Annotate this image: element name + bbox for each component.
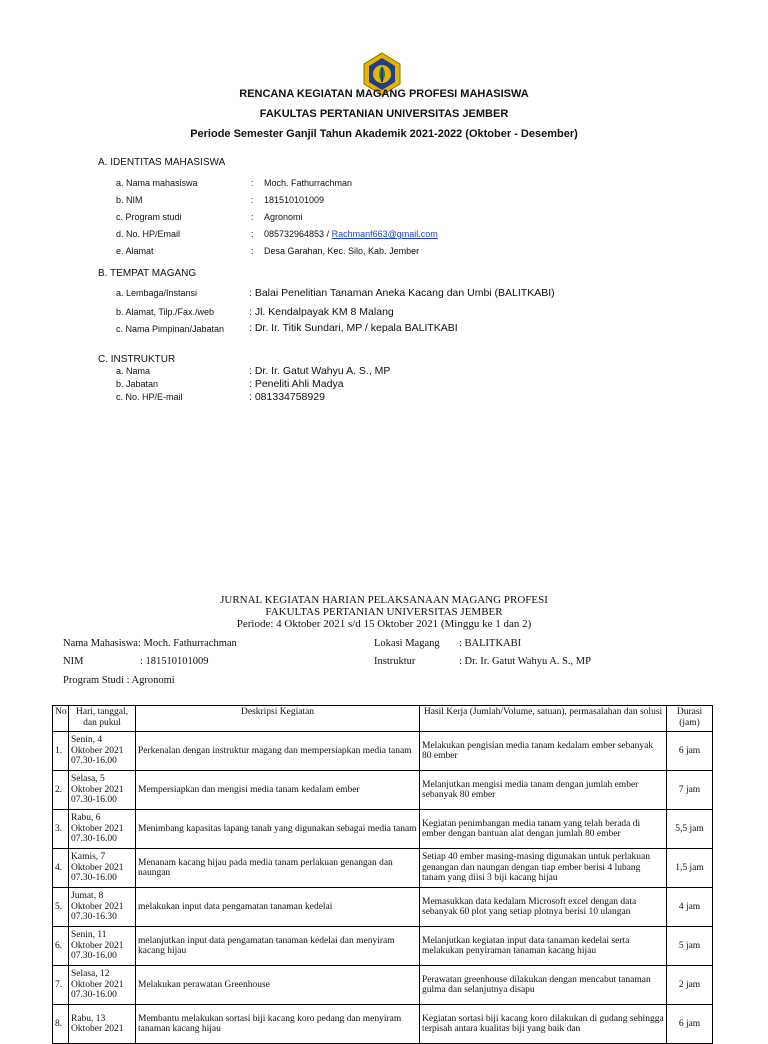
header-hasil: Hasil Kerja (Jumlah/Volume, satuan), permasalahan dan solusi: [420, 706, 667, 732]
section-identitas-title: A. IDENTITAS MAHASISWA: [98, 157, 226, 168]
row-no: 7.: [53, 966, 69, 1005]
table-row: [53, 966, 713, 1005]
row-durasi: 4 jam: [667, 888, 713, 927]
nim-label: b. NIM: [116, 195, 143, 205]
section-tempat-title: B. TEMPAT MAGANG: [98, 268, 197, 279]
row-durasi: 5 jam: [667, 927, 713, 966]
prodi-label: c. Program studi: [116, 212, 182, 222]
table-row: [53, 732, 713, 771]
pimpinan-label: c. Nama Pimpinan/Jabatan: [116, 324, 225, 334]
header-hari: Hari, tanggal, dan pukul: [69, 706, 136, 732]
jurnal-lokasi-value: : BALITKABI: [459, 638, 522, 649]
row-hasil: Kegiatan penimbangan media tanam yang telah berada di ember dengan bantuan alat dengan jumlah 80 ember: [420, 810, 667, 849]
header-deskripsi: Deskripsi Kegiatan: [136, 706, 420, 732]
row-hasil: Melanjutkan kegiatan input data tanaman kedelai serta melakukan penyiraman tanaman kacang hijau: [420, 927, 667, 966]
jurnal-nama-mahasiswa: Nama Mahasiswa: Moch. Fathurrachman: [63, 638, 237, 649]
table-row: [53, 888, 713, 927]
instruktur-nama-label: a. Nama: [116, 366, 151, 376]
row-durasi: 5,5 jam: [667, 810, 713, 849]
nama-colon: :: [251, 178, 254, 188]
row-no: 6.: [53, 927, 69, 966]
jurnal-nim-label: NIM: [63, 656, 84, 667]
hp-email-colon: :: [251, 229, 254, 239]
table-row: [53, 849, 713, 888]
row-deskripsi: melakukan input data pengamatan tanaman kedelai: [136, 888, 420, 927]
row-durasi: 2 jam: [667, 966, 713, 1005]
row-hasil: Setiap 40 ember masing-masing digunakan untuk perlakuan genangan dan naungan dengan tiap ember berisi 4 lubang tanam yang diisi 3 biji kacang hijau: [420, 849, 667, 888]
row-hasil: Memasukkan data kedalam Microsoft excel dengan data sebanyak 60 plot yang setiap plotnya berisi 10 ulangan: [420, 888, 667, 927]
row-no: 1.: [53, 732, 69, 771]
pimpinan-value: : Dr. Ir. Titik Sundari, MP / kepala BALITKABI: [249, 322, 458, 334]
alamat-tempat-value: : Jl. Kendalpayak KM 8 Malang: [249, 306, 394, 318]
lembaga-value: : Balai Penelitian Tanaman Aneka Kacang dan Umbi (BALITKABI): [249, 287, 555, 299]
jurnal-program-studi: Program Studi : Agronomi: [63, 675, 175, 686]
row-hasil: Kegiatan sortasi biji kacang koro dilakukan di gudang sehingga terpisah antara kualitas biji yang baik dan: [420, 1005, 667, 1044]
row-no: 4.: [53, 849, 69, 888]
jurnal-title: JURNAL KEGIATAN HARIAN PELAKSANAAN MAGANG PROFESI: [220, 594, 548, 606]
header-title: RENCANA KEGIATAN MAGANG PROFESI MAHASISWA: [239, 88, 529, 100]
row-deskripsi: Melakukan perawatan Greenhouse: [136, 966, 420, 1005]
table-header-row: [53, 706, 713, 732]
row-hari: Rabu, 13 Oktober 2021: [69, 1005, 136, 1044]
row-deskripsi: melanjutkan input data pengamatan tanaman kedelai dan menyiram kacang hijau: [136, 927, 420, 966]
prodi-value: Agronomi: [264, 212, 303, 222]
row-no: 3.: [53, 810, 69, 849]
jurnal-instruktur-value: : Dr. Ir. Gatut Wahyu A. S., MP: [459, 656, 591, 667]
row-no: 5.: [53, 888, 69, 927]
nim-colon: :: [251, 195, 254, 205]
row-no: 2.: [53, 771, 69, 810]
alamat-tempat-label: b. Alamat, Tilp./Fax./web: [116, 307, 215, 317]
nama-label: a. Nama mahasiswa: [116, 178, 198, 188]
instruktur-nama-value: : Dr. Ir. Gatut Wahyu A. S., MP: [249, 365, 391, 377]
email-link[interactable]: Rachmanf663@gmail.com: [331, 229, 438, 239]
table-row: [53, 927, 713, 966]
row-hari: Kamis, 7 Oktober 2021 07.30-16.00: [69, 849, 136, 888]
hp-email-label: d. No. HP/Email: [116, 229, 181, 239]
row-hari: Jumat, 8 Oktober 2021 07.30-16.30: [69, 888, 136, 927]
row-durasi: 6 jam: [667, 732, 713, 771]
row-no: 8.: [53, 1005, 69, 1044]
row-hari: Rabu, 6 Oktober 2021 07.30-16.00: [69, 810, 136, 849]
row-durasi: 1,5 jam: [667, 849, 713, 888]
jurnal-nim-value: : 181510101009: [140, 656, 209, 667]
alamat-colon: :: [251, 246, 254, 256]
row-deskripsi: Menimbang kapasitas lapang tanah yang digunakan sebagai media tanam: [136, 810, 420, 849]
row-hari: Senin, 4 Oktober 2021 07.30-16.00: [69, 732, 136, 771]
section-instruktur-title: C. INSTRUKTUR: [98, 354, 176, 365]
row-deskripsi: Perkenalan dengan instruktur magang dan mempersiapkan media tanam: [136, 732, 420, 771]
row-deskripsi: Menanam kacang hijau pada media tanam perlakuan genangan dan naungan: [136, 849, 420, 888]
instruktur-hp-value: : 081334758929: [249, 391, 325, 403]
nim-value: 181510101009: [264, 195, 325, 205]
header-no: No: [53, 706, 69, 732]
row-durasi: 6 jam: [667, 1005, 713, 1044]
instruktur-jabatan-label: b. Jabatan: [116, 379, 159, 389]
alamat-value: Desa Garahan, Kec. Silo, Kab. Jember: [264, 246, 420, 256]
row-hari: Selasa, 5 Oktober 2021 07.30-16.00: [69, 771, 136, 810]
lembaga-label: a. Lembaga/Instansi: [116, 288, 198, 298]
jurnal-faculty: FAKULTAS PERTANIAN UNIVERSITAS JEMBER: [265, 606, 503, 618]
header-durasi: Durasi (jam): [667, 706, 713, 732]
table-row: [53, 810, 713, 849]
row-durasi: 7 jam: [667, 771, 713, 810]
jurnal-lokasi-label: Lokasi Magang: [374, 638, 440, 649]
instruktur-hp-label: c. No. HP/E-mail: [116, 392, 183, 402]
row-hari: Senin, 11 Oktober 2021 07.30-16.00: [69, 927, 136, 966]
alamat-label: e. Alamat: [116, 246, 154, 256]
nama-value: Moch. Fathurrachman: [264, 178, 353, 188]
jurnal-table: [52, 705, 713, 1044]
header-faculty: FAKULTAS PERTANIAN UNIVERSITAS JEMBER: [259, 108, 509, 120]
row-deskripsi: Membantu melakukan sortasi biji kacang koro pedang dan menyiram tanaman kacang hijau: [136, 1005, 420, 1044]
instruktur-jabatan-value: : Peneliti Ahli Madya: [249, 378, 344, 390]
table-row: [53, 771, 713, 810]
jurnal-instruktur-label: Instruktur: [374, 656, 416, 667]
row-hasil: Melakukan pengisian media tanam kedalam ember sebanyak 80 ember: [420, 732, 667, 771]
hp-email-value: [264, 229, 438, 239]
row-hasil: Melanjutkan mengisi media tanam dengan jumlah ember sebanyak 80 ember: [420, 771, 667, 810]
header-period: Periode Semester Ganjil Tahun Akademik 2021-2022 (Oktober - Desember): [190, 128, 578, 140]
row-hasil: Perawatan greenhouse dilakukan dengan mencabut tanaman gulma dan selanjutnya disapu: [420, 966, 667, 1005]
prodi-colon: :: [251, 212, 254, 222]
table-row: [53, 1005, 713, 1044]
row-hari: Selasa, 12 Oktober 2021 07.30-16.00: [69, 966, 136, 1005]
hp-value: 085732964853 /: [264, 229, 332, 239]
jurnal-period: Periode: 4 Oktober 2021 s/d 15 Oktober 2021 (Minggu ke 1 dan 2): [236, 618, 532, 630]
row-deskripsi: Mempersiapkan dan mengisi media tanam kedalam ember: [136, 771, 420, 810]
